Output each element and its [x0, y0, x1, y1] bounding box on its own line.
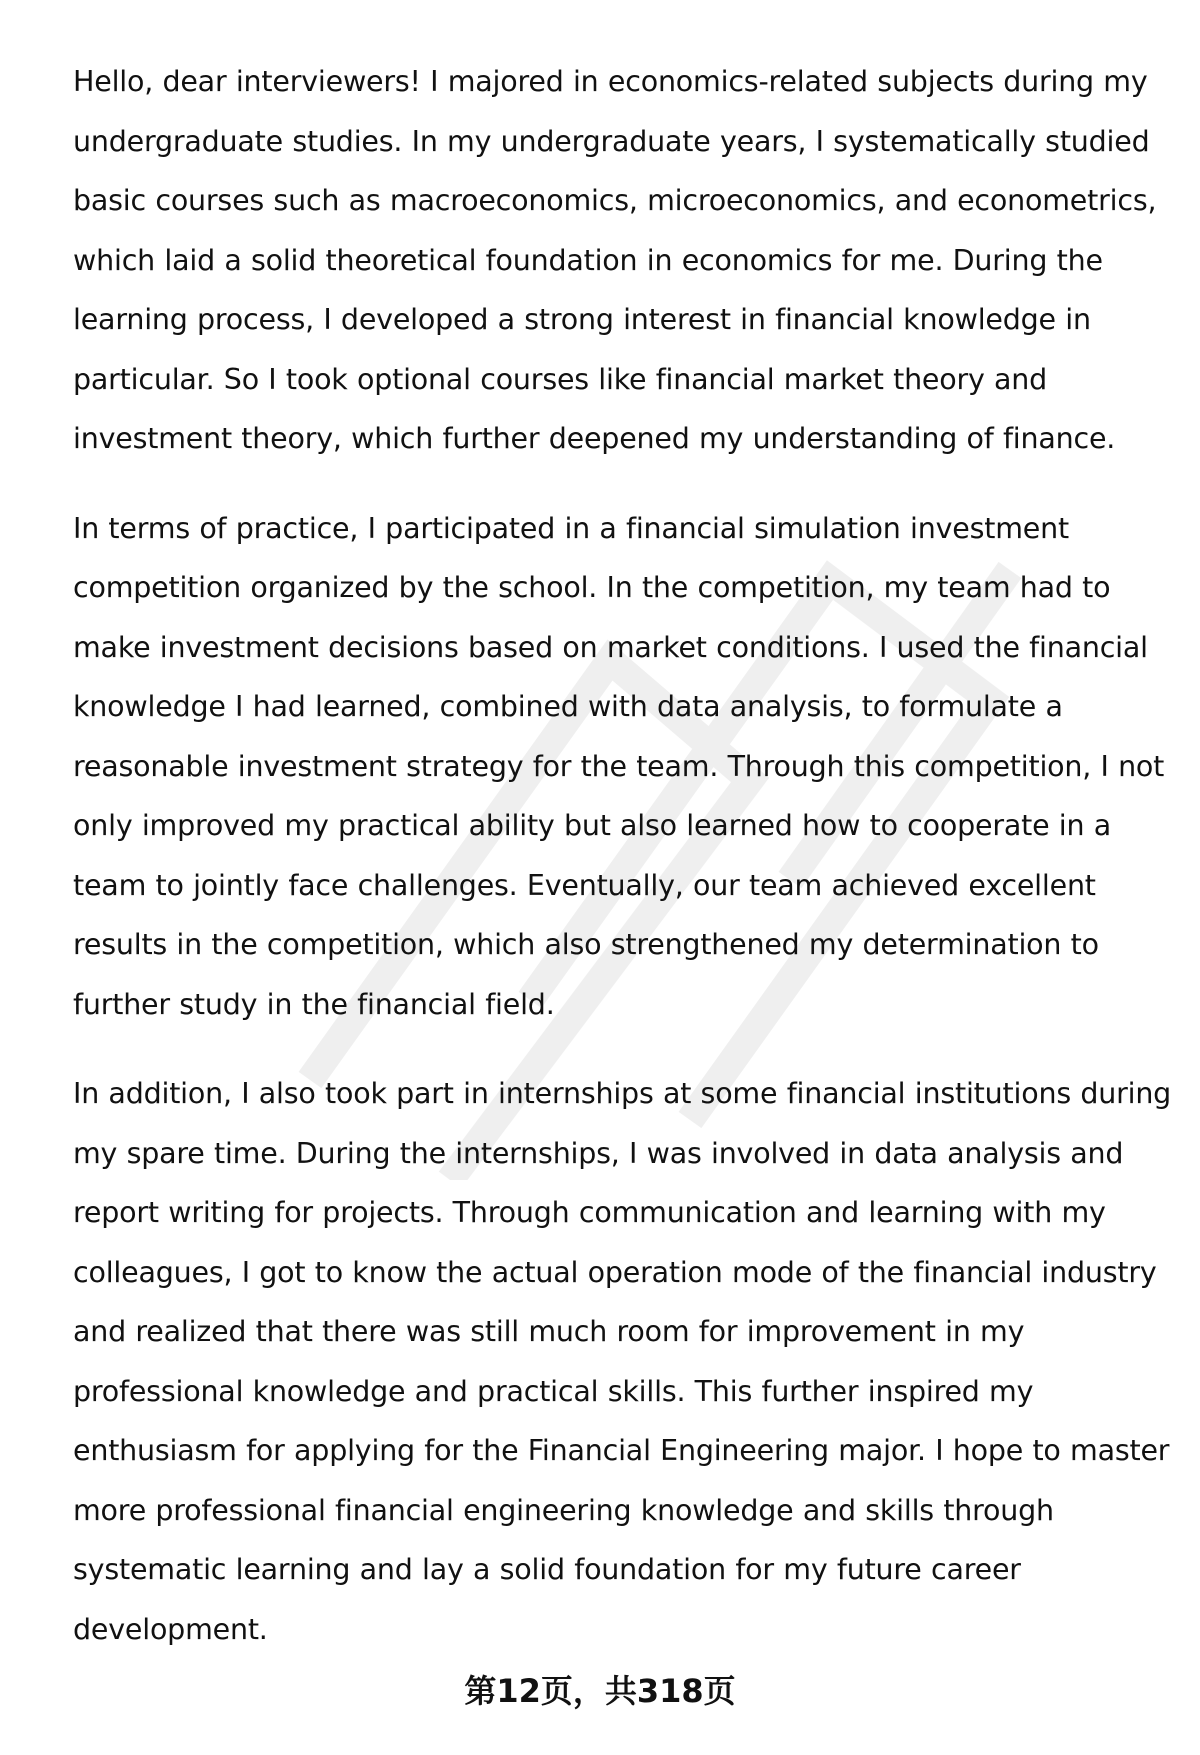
page-indicator: 第12页，共318页	[464, 1672, 736, 1710]
paragraph-3: In addition, I also took part in internships at some financial institutions during my spare time. During the internships, I was involved in data analysis and report writing for projects. Through communication and learning with my colleagues, I got to know the actual operation mode of the financial industry and realized that there was still much room for improvement in my professional knowledge and practical skills. This further inspired my enthusiasm for applying for the Financial Engineering major. I hope to master more professional financial engineering knowledge and skills through systematic learning and lay a solid foundation for my future career development.	[73, 1077, 1172, 1646]
paragraph-2: In terms of practice, I participated in a financial simulation investment competition organized by the school. In the competition, my team had to make investment decisions based on market conditions. I used the financial knowledge I had learned, combined with data analysis, to formulate a reasonable investment strategy for the team. Through this competition, I not only improved my practical ability but also learned how to cooperate in a team to jointly face challenges. Eventually, our team achieved excellent results in the competition, which also strengthened my determination to further study in the financial field.	[73, 511, 1165, 1021]
paragraph-1: Hello, dear interviewers! I majored in economics-related subjects during my undergraduate studies. In my undergraduate years, I systematically studied basic courses such as macroeconomics, microeconomics, and econometrics, which laid a solid theoretical foundation in economics for me. During the learning process, I developed a strong interest in financial knowledge in particular. So I took optional courses like financial market theory and investment theory, which further deepened my understanding of finance.	[73, 65, 1157, 455]
document-body	[73, 52, 1173, 1689]
